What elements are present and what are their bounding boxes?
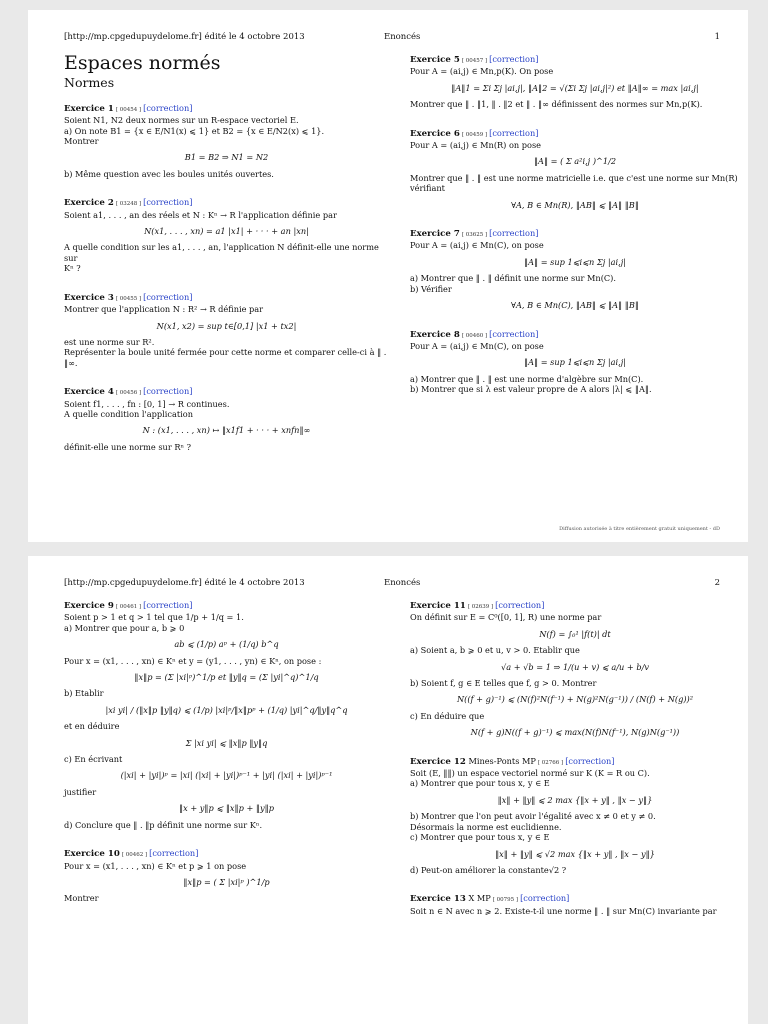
exercise-text: b) Etablir (64, 688, 104, 699)
formula: ‖x‖ + ‖y‖ ⩽ 2 max {‖x + y‖ , ‖x − y‖} (497, 794, 653, 805)
exercise-13 (410, 893, 740, 916)
exercise-text: Soient a1, . . . , an des réels et N : Kⁿ → R l'application définie par (64, 209, 337, 220)
exercise-text: d) Conclure que ‖ . ‖p définit une norme sur Kⁿ. (64, 819, 263, 830)
exercise-4 (64, 386, 389, 452)
page-title: Espaces normés (64, 52, 221, 74)
correction-link[interactable]: [correction] (149, 848, 199, 859)
correction-link[interactable]: [correction] (489, 54, 539, 64)
exercise-text: Pour x = (x1, . . . , xn) ∈ Kⁿ et y = (y1, . . . , yn) ∈ Kⁿ, on pose : (64, 655, 322, 666)
formula: |xi yi| / (‖x‖p ‖y‖q) ⩽ (1/p) |xi|ᵖ/‖x‖pᵖ + (1/q) |yi|^q/‖y‖q^q (105, 704, 348, 715)
exercise-text: Soit (E, ‖‖) un espace vectoriel normé sur K (K = R ou C). (410, 768, 650, 779)
exercise-id: [ 03248 ] (115, 201, 142, 208)
formula: ‖x‖p = (Σ |xi|ᵖ)^1/p et ‖y‖q = (Σ |yi|^q)^1/q (134, 672, 319, 683)
exercise-heading: Exercice 13 (410, 894, 466, 905)
correction-link[interactable]: [correction] (520, 893, 570, 904)
exercise-text: Soient N1, N2 deux normes sur un R-espace vectoriel E. (64, 115, 299, 126)
formula: N(x1, x2) = sup t∈[0,1] |x1 + tx2| (156, 320, 297, 331)
page-header (64, 578, 720, 588)
exercise-8 (410, 329, 740, 395)
exercise-text: On définit sur E = C⁰([0, 1], R) une norme par (410, 612, 602, 623)
correction-link[interactable]: [correction] (143, 102, 193, 113)
exercise-text: c) En déduire que (410, 710, 485, 721)
exercise-text: a) On note B1 = {x ∈ E/N1(x) ⩽ 1} et B2 = {x ∈ E/N2(x) ⩽ 1}. (64, 125, 325, 136)
exercise-text: Soient p > 1 et q > 1 tel que 1/p + 1/q = 1. (64, 612, 244, 623)
formula: ∀A, B ∈ Mn(R), ‖AB‖ ⩽ ‖A‖ ‖B‖ (511, 199, 639, 210)
exercise-9 (64, 600, 389, 830)
page-number: 2 (714, 578, 720, 588)
exercise-heading: Exercice 12 (410, 756, 466, 767)
exercise-text: a) Montrer que ‖ . ‖ définit une norme sur Mn(C). (410, 273, 616, 284)
exercise-heading: Exercice 1 (64, 103, 114, 114)
formula: N(x1, . . . , xn) = a1 |x1| + · · · + an |xn| (144, 226, 309, 237)
exercise-heading: Exercice 5 (410, 55, 460, 65)
page-header (64, 32, 720, 42)
section-title: Normes (64, 75, 115, 91)
exercise-text: vérifiant (410, 183, 445, 194)
correction-link[interactable]: [correction] (143, 600, 193, 610)
formula: N : (x1, . . . , xn) ↦ ‖x1f1 + · · · + xnfn‖∞ (142, 425, 311, 436)
correction-link[interactable]: [correction] (143, 386, 193, 397)
exercise-text: Montrer (64, 136, 99, 147)
correction-link[interactable]: [correction] (489, 228, 539, 239)
exercise-id: [ 00455 ] (115, 295, 142, 302)
exercise-text: b) Montrer que si λ est valeur propre de A alors |λ| ⩽ ‖A‖. (410, 384, 652, 395)
formula: N(f + g)N((f + g)⁻¹) ⩽ max(N(f)N(f⁻¹), N(g)N(g⁻¹)) (470, 727, 680, 738)
exercise-3 (64, 292, 389, 368)
exercise-text: et en déduire (64, 721, 120, 732)
exercise-id: [ 00795 ] (492, 897, 519, 904)
exercise-text: a) Montrer que pour tous x, y ∈ E (410, 778, 550, 789)
formula: ‖A‖ = sup 1⩽i⩽n Σj |ai,j| (524, 256, 626, 267)
formula: B1 = B2 ⇒ N1 = N2 (184, 152, 269, 163)
exercise-heading: Exercice 10 (64, 849, 120, 860)
left-column (64, 54, 389, 470)
exercise-id: [ 00456 ] (115, 390, 142, 397)
document-page-2 (28, 556, 748, 1024)
exercise-id: [ 03625 ] (461, 232, 488, 239)
exercise-text: Soient f1, . . . , fn : [0, 1] → R continues. (64, 398, 230, 409)
exercise-text: b) Montrer que l'on peut avoir l'égalité avec x ≠ 0 et y ≠ 0. (410, 811, 656, 822)
exercise-id: [ 00462 ] (121, 852, 148, 859)
correction-link[interactable]: [correction] (489, 127, 539, 138)
exercise-text: Pour A = (ai,j) ∈ Mn(R) on pose (410, 140, 542, 151)
document-page-1 (28, 10, 748, 542)
exercise-id: [ 00457 ] (461, 58, 488, 64)
exercise-text: Pour A = (ai,j) ∈ Mn,p(K). On pose (410, 66, 554, 77)
exercise-text: b) Même question avec les boules unités ouvertes. (64, 168, 274, 179)
exercise-heading: Exercice 11 (410, 601, 466, 611)
header-site-link[interactable]: [http://mp.cpgedupuydelome.fr] édité le 4 octobre 2013 (64, 32, 305, 42)
exercise-id: [ 00460 ] (461, 332, 488, 339)
exercise-6 (410, 128, 740, 210)
exercise-text: a) Soient a, b ⩾ 0 et u, v > 0. Etablir que (410, 645, 580, 656)
exercise-heading: Exercice 8 (410, 329, 460, 340)
exercise-id: [ 00454 ] (115, 106, 142, 113)
exercise-id: [ 00459 ] (461, 131, 488, 138)
page-footer: Diffusion autorisée à titre entièrement gratuit uniquement - dD (559, 526, 720, 532)
exercise-heading: Exercice 3 (64, 292, 114, 303)
formula: √a + √b = 1 ⇒ 1/(u + v) ⩽ a/u + b/v (501, 661, 649, 672)
formula: ‖x + y‖p ⩽ ‖x‖p + ‖y‖p (179, 803, 274, 814)
formula: ab ⩽ (1/p) aᵖ + (1/q) b^q (174, 639, 279, 650)
formula: ‖x‖ + ‖y‖ ⩽ √2 max {‖x + y‖ , ‖x − y‖} (495, 848, 655, 859)
exercise-12 (410, 756, 740, 876)
header-section: Enoncés (384, 32, 421, 42)
exercise-source: X MP (468, 893, 491, 904)
exercise-10 (64, 848, 389, 904)
exercise-text: Montrer que ‖ . ‖1, ‖ . ‖2 et ‖ . ‖∞ définissent des normes sur Mn,p(K). (410, 99, 703, 110)
exercise-text: est une norme sur R². (64, 336, 155, 347)
exercise-heading: Exercice 9 (64, 601, 114, 611)
right-column (410, 54, 740, 413)
exercise-text: c) En écrivant (64, 754, 123, 765)
exercise-text: Pour x = (x1, . . . , xn) ∈ Kⁿ et p ⩾ 1 on pose (64, 860, 247, 871)
exercise-text: Montrer (64, 893, 99, 904)
correction-link[interactable]: [correction] (143, 291, 193, 302)
formula: N((f + g)⁻¹) ⩽ (N(f)²N(f⁻¹) + N(g)²N(g⁻¹)) / (N(f) + N(g))² (456, 694, 693, 705)
exercise-source: Mines-Ponts MP (468, 755, 536, 766)
page-number: 1 (714, 32, 720, 42)
exercise-text: b) Vérifier (410, 283, 452, 294)
exercise-heading: Exercice 6 (410, 128, 460, 139)
header-section: Enoncés (384, 578, 421, 588)
exercise-id: [ 02639 ] (467, 604, 494, 610)
formula: ‖A‖ = ( Σ a²i,j )^1/2 (533, 156, 617, 167)
exercise-2 (64, 197, 389, 273)
exercise-text: Désormais la norme est euclidienne. (410, 821, 562, 832)
formula: ‖A‖1 = Σi Σj |ai,j|, ‖A‖2 = √(Σi Σj |ai,j|²) et ‖A‖∞ = max |ai,j| (451, 82, 699, 93)
exercise-text: Représenter la boule unité fermée pour cette norme et comparer celle-ci à ‖ . ‖∞. (64, 347, 387, 368)
exercise-7 (410, 228, 740, 310)
formula: (|xi| + |yi|)ᵖ = |xi| (|xi| + |yi|)ᵖ⁻¹ + |yi| (|xi| + |yi|)ᵖ⁻¹ (120, 770, 333, 781)
correction-link[interactable]: [correction] (489, 328, 539, 339)
left-column (64, 600, 389, 922)
formula: N(f) = ∫₀¹ |f(t)| dt (539, 628, 611, 639)
correction-link[interactable]: [correction] (565, 755, 615, 766)
exercise-text: Pour A = (ai,j) ∈ Mn(C), on pose (410, 240, 544, 251)
exercise-heading: Exercice 2 (64, 198, 114, 209)
exercise-text: justifier (64, 786, 97, 797)
exercise-text: a) Montrer que ‖ . ‖ est une norme d'algèbre sur Mn(C). (410, 373, 644, 384)
correction-link[interactable]: [correction] (143, 197, 193, 208)
exercise-text: définit-elle une norme sur Rⁿ ? (64, 441, 192, 452)
exercise-5 (410, 54, 740, 110)
exercise-text: a) Montrer que pour a, b ⩾ 0 (64, 622, 185, 633)
exercise-heading: Exercice 7 (410, 229, 460, 240)
exercise-text: Kⁿ ? (64, 263, 81, 274)
exercise-text: c) Montrer que pour tous x, y ∈ E (410, 832, 550, 843)
right-column (410, 600, 740, 934)
exercise-text: Soit n ∈ N avec n ⩾ 2. Existe-t-il une norme ‖ . ‖ sur Mn(C) invariante par (410, 905, 717, 916)
formula: ∀A, B ∈ Mn(C), ‖AB‖ ⩽ ‖A‖ ‖B‖ (511, 300, 639, 311)
exercise-text: Montrer que l'application N : R² → R définie par (64, 304, 264, 315)
exercise-id: [ 02766 ] (537, 759, 564, 766)
exercise-text: Pour A = (ai,j) ∈ Mn(C), on pose (410, 340, 544, 351)
exercise-text: A quelle condition l'application (64, 408, 193, 419)
formula: ‖x‖p = ( Σ |xi|ᵖ )^1/p (183, 876, 270, 887)
exercise-text: b) Soient f, g ∈ E telles que f, g > 0. Montrer (410, 678, 597, 689)
exercise-1 (64, 103, 389, 179)
formula: ‖A‖ = sup 1⩽i⩽n Σj |ai,j| (524, 357, 626, 368)
exercise-text: A quelle condition sur les a1, . . . , an, l'application N définit-elle une norme sur (64, 242, 379, 263)
exercise-11 (410, 600, 740, 738)
formula: Σ |xi yi| ⩽ ‖x‖p ‖y‖q (185, 737, 268, 748)
exercise-text: Montrer que ‖ . ‖ est une norme matricielle i.e. que c'est une norme sur Mn(R) (410, 172, 738, 183)
exercise-text: d) Peut-on améliorer la constante√2 ? (410, 864, 567, 875)
correction-link[interactable]: [correction] (495, 600, 545, 610)
exercise-id: [ 00461 ] (115, 604, 142, 610)
exercise-heading: Exercice 4 (64, 387, 114, 398)
header-site-link[interactable]: [http://mp.cpgedupuydelome.fr] édité le 4 octobre 2013 (64, 578, 305, 588)
